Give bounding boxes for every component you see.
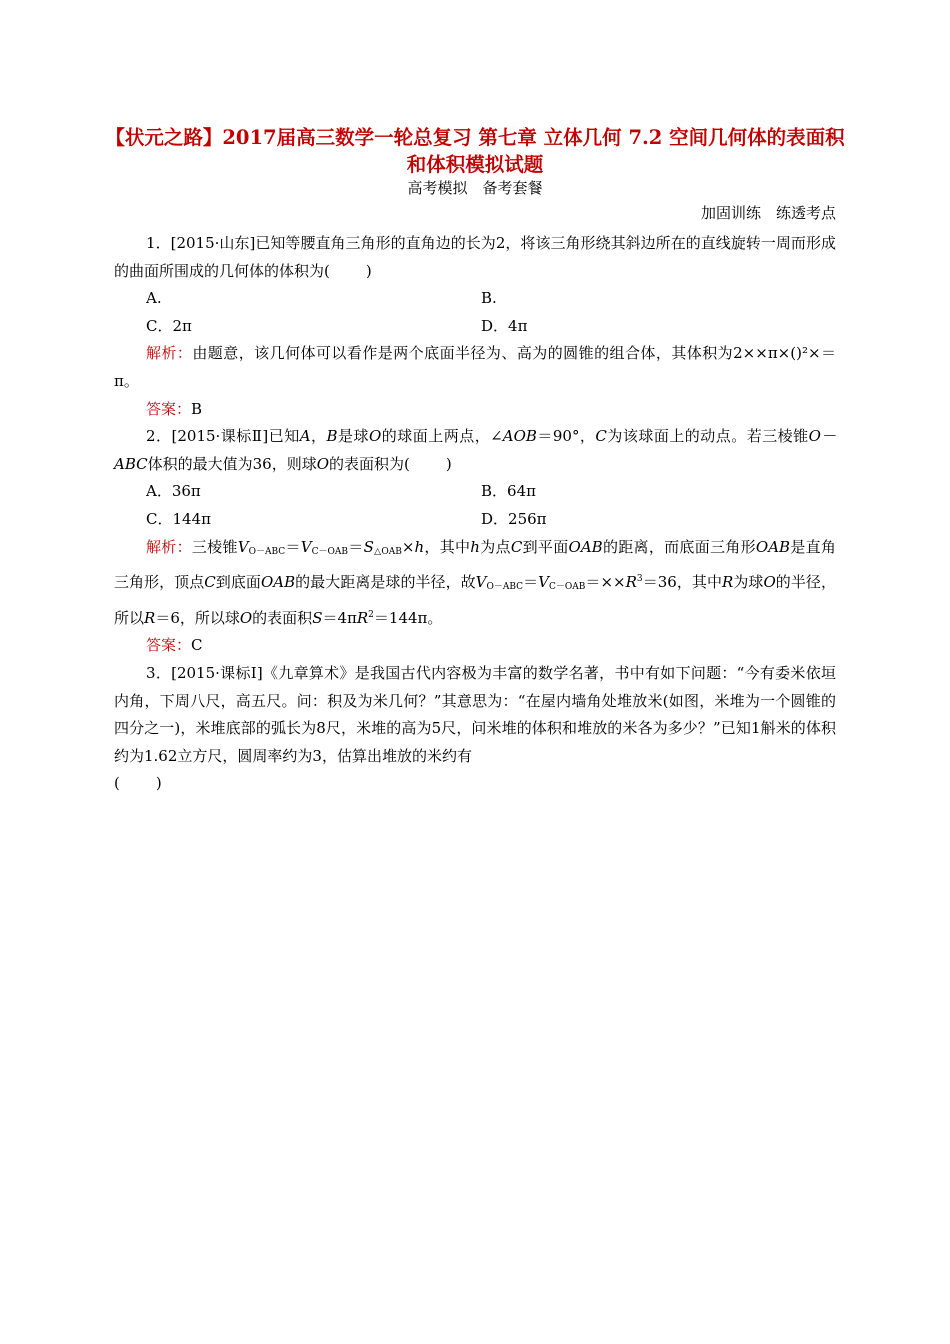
answer-label: 答案： [146,399,192,418]
question-2-options-row-2 [114,506,836,534]
option-a: A. [146,289,162,308]
question-2-answer: 答案：C [146,636,203,655]
section-note: 加固训练 练透考点 [700,204,836,222]
question-1-answer: 答案：B [146,399,203,418]
question-1-analysis: 解析：由题意，该几何体可以看作是两个底面半径为、高为的圆锥的组合体，其体积为2××π×()²×＝π。 [114,344,836,390]
question-2-options-row-1 [114,478,836,506]
option-c: C．144π [146,509,211,528]
option-b: B．64π [481,482,536,501]
question-1-stem: 1．[2015·山东]已知等腰直角三角形的直角边的长为2，将该三角形绕其斜边所在的直线旋转一周而形成的曲面所围成的几何体的体积为( ) [114,234,836,280]
option-d: D．256π [481,509,547,528]
question-2-stem: 2．[2015·课标Ⅱ]已知A，B是球O的球面上两点，∠AOB＝90°，C为该球面上的动点。若三棱锥O－ABC体积的最大值为36，则球O的表面积为( ) [114,427,836,473]
analysis-label: 解析： [146,344,193,363]
option-d: D．4π [481,316,528,335]
question-1-options-row-2 [114,313,836,341]
question-3-blank: ( ) [114,774,162,793]
document-subtitle: 高考模拟 备考套餐 [407,179,543,197]
question-3-stem: 3．[2015·课标Ⅰ]《九章算术》是我国古代内容极为丰富的数学名著，书中有如下问题：“今有委米依垣内角，下周八尺，高五尺。问：积及为米几何？”其意思为：“在屋内墙角处堆放米(如图，米堆为一个圆锥的四分之一)，米堆底部的弧长为8尺，米堆的高为5尺，问米堆的体积和堆放的米各为多少？”已知1斛米的体积约为1.62立方尺，圆周率约为3，估算出堆放的米约有 [114,663,836,765]
option-b: B. [481,289,497,308]
answer-label: 答案： [146,636,192,655]
option-a: A．36π [146,482,201,501]
question-list [114,230,836,798]
analysis-label: 解析： [146,537,192,556]
question-2-analysis: 解析：三棱锥$V_{O-ABC}=V_{C-OAB}=S_{\triangle OAB}\times h$，其中h为点C到平面OAB的距离，而底面三角形OAB是直角三角形，顶点C到底面OAB的最大距离是球的半径，故$V_{O-ABC}=V_{C-OAB}=\times\times R^3=36$，其中R为球O的半径，所以R＝6，所以球O的表面积$S=4\pi R^2=144\pi$。 [114,537,836,627]
document-title: 【状元之路】2017届高三数学一轮总复习 第七章 立体几何 7.2 空间几何体的表面积和体积模拟试题 [105,126,845,176]
option-c: C．2π [146,316,192,335]
question-1-options-row-1 [114,285,836,313]
